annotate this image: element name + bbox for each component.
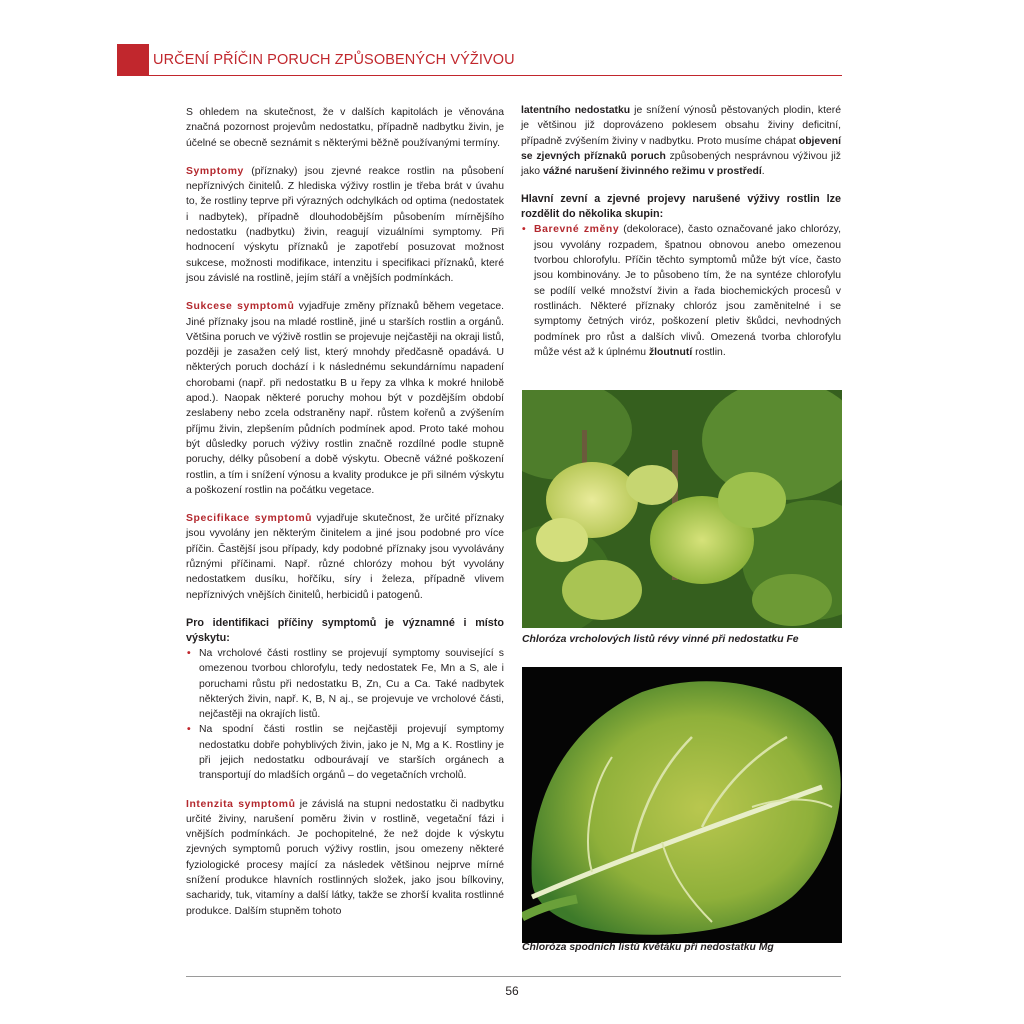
groups-list [521,222,841,360]
latent-bold: latentního nedostatku [521,105,631,116]
latent-bold2: objevení se zjevných příznaků poruch [521,135,841,162]
intenzita-term: Intenzita symptomů [186,798,296,810]
barevne-end: rostlin. [692,346,726,358]
figure-caption-1: Chloróza vrcholových listů révy vinné při nedostatku Fe [522,634,799,645]
latent-paragraph [521,103,841,179]
figure-caption-2: Chloróza spodních listů květáku při nedostatku Mg [522,942,774,953]
footer-rule [186,976,841,977]
latent-text1: je snížení výnosů pěstovaných plodin, které je většinou již doprovázeno poklesem obsahu živiny deficitní, případně zvýšením živiny v nadbytku. Proto musíme chápat [521,105,841,147]
sukcese-term: Sukcese symptomů [186,301,295,313]
latent-text3: . [761,166,765,178]
latent-bold3: vážné narušení živinného režimu v prostředí [542,166,762,178]
symptomy-paragraph [186,164,504,286]
cauliflower-chlorosis-photo [522,667,842,943]
specifikace-term: Specifikace symptomů [186,513,313,525]
barevne-term: Barevné změny [534,224,620,236]
right-column [521,103,841,373]
intenzita-text: je závislá na stupni nedostatku či nadbytku určité živiny, narušení poměru živin v rostlině, vegetační fázi i vnějších podmínkách. Je pochopitelné, že než dojde k výskytu zjevných symptomů poruch výživy rostlin, jsou omezeny některé fyziologické procesy mající za následek většinou nejprve mírné snížení produkce hlavních rostlinných složek, jako jsou bílkoviny, sacharidy, tuk, vitamíny a další látky, takže se zhorší kvalita rostlinné produkce. Dalším stupněm tohoto [186,798,504,917]
symptomy-text: (příznaky) jsou zjevné reakce rostlin na působení nepříznivých činitelů. Z hlediska výživy rostlin je třeba brát v úvahu to, že rostliny teprve při výrazných odchylkách od optima (nedostatek i nadbytek), případně dlouhodobějším působením mírnějšího nedostatku (nadbytku) živin, reagují vizuálními symptomy. Při hodnocení výskytu příznaků je zapotřebí posuzovat možnost sukcese, možnosti modifikace, intenzitu i specifikaci příznaků, které jsou závislé na rostlině, jejím stáří a vnějších podmínkách. [186,165,504,284]
grapevine-chlorosis-photo [522,390,842,628]
list-item: • Na spodní části rostlin se nejčastěji projevují symptomy nedostatku dobře pohyblivých živin, jako je N, Mg a K. Rostliny je při jejich nedostatku odbourávají ve starších orgánech a transportují do mladších orgánů – do vegetačních vrcholů. [186,722,504,783]
specifikace-text: vyjadřuje skutečnost, že určité příznaky jsou vyvolány jen některým činitelem a jiné jsou podobné pro více příčin. Častější jsou případy, kdy podobné příznaky jsou vyvolávány různými příčinami. Např. různé chlorózy mohou být vyvolány nedostatkem dusíku, hořčíku, síry i železa, případně vlivem nepříznivých vnějších činitelů, herbicidů i patogenů. [186,513,504,601]
barevne-bold: žloutnutí [648,346,693,358]
symptomy-term: Symptomy [186,165,244,177]
sukcese-paragraph [186,299,504,498]
intro-paragraph: S ohledem na skutečnost, že v dalších kapitolách je věnována značná pozornost projevům nedostatku, případně nadbytku živin, je účelné se obecně seznámit s některými běžně používanými termíny. [186,107,504,149]
header-accent-square [117,44,149,76]
header-rule [149,75,842,76]
barevne-text: (dekolorace), často označované jako chlorózy, jsou vyvolány rozpadem, špatnou obnovou anebo omezenou tvorbou chlorofylu. Příčin těchto symptomů může být více, často jsou kombinovány. Je to působeno tím, že na syntéze chlorofylu se podílí velké množství živin a řada biochemických procesů v rostlinách. Některé příznaky chloróz jsou zaměnitelné i se symptomy četných viróz, poškození pletiv škůdci, nevhodných podmínek pro růst a dalších vlivů. Omezená tvorba chlorofylu může vést až k úplnému [534,224,841,358]
sukcese-text: vyjadřuje změny příznaků během vegetace. Jiné příznaky jsou na mladé rostlině, jiné u starších rostlin a orgánů. Většina poruch ve výživě rostlin se projevuje nejčastěji na okraji listů, později je zasažen celý list, který mnohdy předčasně opadává. U některých poruch dochází i k následnému sekundárnímu napadení chorobami (např. při nedostatku B u řepy za vlhka k mokré hnilobě apod.). Naopak některé poruchy mohou být v pozdějším období zeslabeny nebo zcela odstraněny např. růstem kořenů a zvýšením příjmu živin, zlepšením půdních podmínek apod. Proto také mohou být důsledky poruch výživy rostlin značně rozdílné podle stupně poruchy, délky působení a době výskytu. Obecně vážné poškození rostlin, a tím i snížení výnosu a kvality produkce je při silném výskytu a poškození rostlin na počátku vegetace. [186,301,504,496]
groups-heading: Hlavní zevní a zjevné projevy narušené výživy rostlin lze rozdělit do několika skupin: [521,193,841,221]
page-number: 56 [505,984,519,998]
list-item: • Na vrcholové části rostliny se projevují symptomy související s omezenou tvorbou chlorofylu, tedy nedostatek Fe, Mn a S, ale i poruchami růstu při nedostatku B, Zn, Cu a Ca. Také nadbytek některých živin, např. K, B, N aj., se projevuje ve vrcholové části, nejčastěji na okrajích listů. [186,646,504,722]
identifikace-list [186,646,504,784]
intenzita-paragraph [186,797,504,919]
latent-text2: způsobených nesprávnou výživou již jako [521,150,841,178]
list-item [521,222,841,360]
left-column [186,105,504,932]
chapter-title: URČENÍ PŘÍČIN PORUCH ZPŮSOBENÝCH VÝŽIVOU [153,52,515,68]
specifikace-paragraph [186,511,504,603]
identifikace-heading: Pro identifikaci příčiny symptomů je významné i místo výskytu: [186,616,504,644]
